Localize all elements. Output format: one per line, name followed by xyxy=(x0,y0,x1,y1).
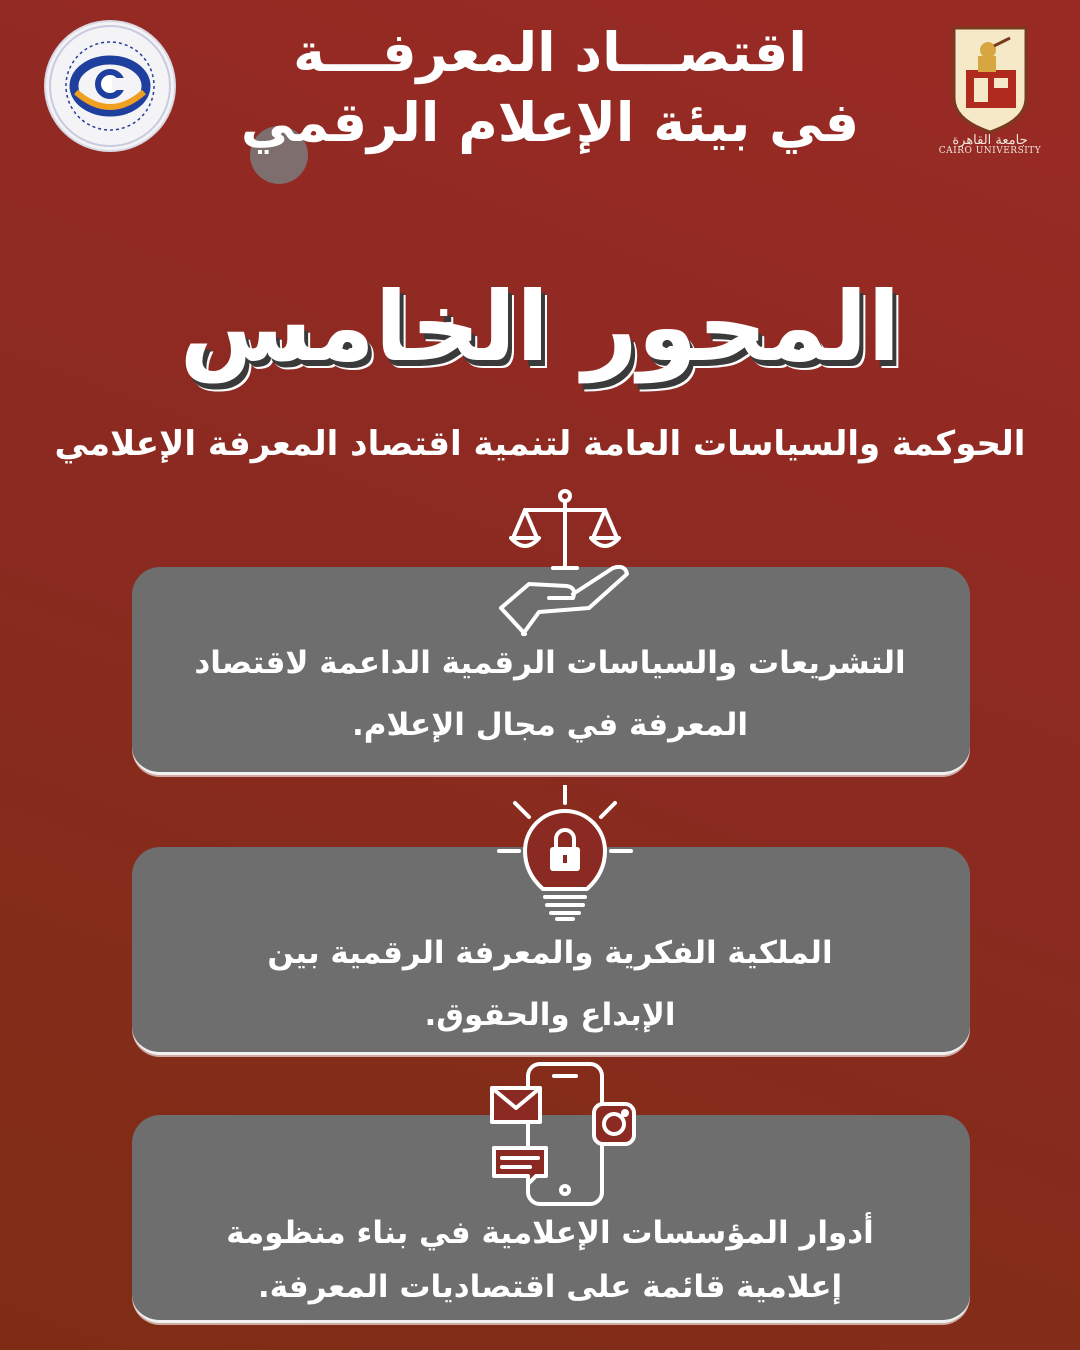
card-2-line1: الملكية الفكرية والمعرفة الرقمية بين xyxy=(267,935,833,971)
media-faculty-logo xyxy=(46,22,174,150)
scales-hand-icon xyxy=(495,488,635,650)
page-title-line1: اقتصـــاد المعرفـــة xyxy=(293,21,807,84)
svg-text:جامعة القاهرة: جامعة القاهرة xyxy=(952,133,1028,148)
axis-subtitle: الحوكمة والسياسات العامة لتنمية اقتصاد المعرفة الإعلامي xyxy=(54,424,1026,464)
card-1-line1: التشريعات والسياسات الرقمية الداعمة لاقتصاد xyxy=(194,645,906,681)
axis-title: المحور الخامس xyxy=(179,271,901,383)
lightbulb-lock-icon xyxy=(495,785,635,929)
cairo-university-logo-icon xyxy=(930,20,1050,150)
card-3-line1: أدوار المؤسسات الإعلامية في بناء منظومة xyxy=(226,1215,874,1251)
card-2-line2: الإبداع والحقوق. xyxy=(424,997,676,1033)
card-3-line2: إعلامية قائمة على اقتصاديات المعرفة. xyxy=(257,1269,843,1305)
phone-social-icon xyxy=(488,1062,642,1216)
media-faculty-logo-icon xyxy=(46,22,174,150)
university-caption: CAIRO UNIVERSITY xyxy=(938,146,1042,156)
card-1-line2: المعرفة في مجال الإعلام. xyxy=(352,707,748,743)
page-title-line2: في بيئة الإعلام الرقمي xyxy=(240,91,860,154)
